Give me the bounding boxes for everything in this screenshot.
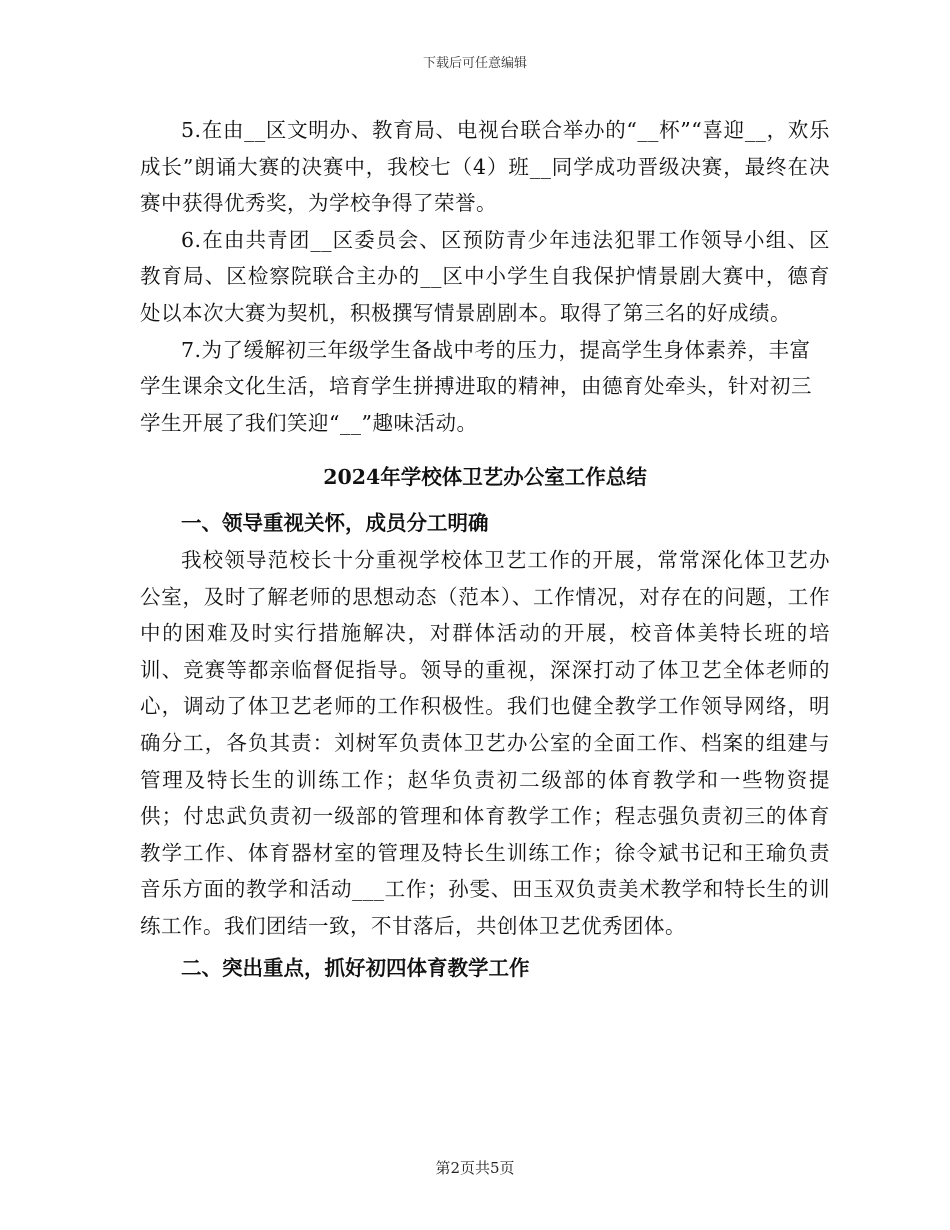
document-body	[140, 112, 830, 987]
document-title: 2024年学校体卫艺办公室工作总结	[323, 465, 647, 490]
section-heading-2: 二、突出重点，抓好初四体育教学工作	[181, 956, 530, 981]
section-heading-1: 一、领导重视关怀，成员分工明确	[181, 511, 489, 536]
header-note: 下载后可任意编辑	[422, 56, 527, 71]
page-number: 第2页共5页	[435, 1159, 515, 1177]
list-item-7: 7.为了缓解初三年级学生备战中考的压力，提高学生身体素养，丰富学生课余文化生活，培育学生拼搏进取的精神，由德育处牵头，针对初三学生开展了我们笑迎“__”趣味活动。	[140, 337, 812, 435]
list-item-5: 5.在由__区文明办、教育局、电视台联合举办的“__杯”“喜迎__，欢乐成长”朗诵大赛的决赛中，我校七（4）班__同学成功晋级决赛，最终在决赛中获得优秀奖，为学校争得了荣誉。	[140, 118, 830, 216]
section-body-1: 我校领导范校长十分重视学校体卫艺工作的开展，常常深化体卫艺办公室，及时了解老师的思想动态（范本）、工作情况，对存在的问题，工作中的困难及时实行措施解决，对群体活动的开展，校音体美特长班的培训、竞赛等都亲临督促指导。领导的重视，深深打动了体卫艺全体老师的心，调动了体卫艺老师的工作积极性。我们也健全教学工作领导网络，明确分工，各负其责：刘树军负责体卫艺办公室的全面工作、档案的组建与管理及特长生的训练工作；赵华负责初二级部的体育教学和一些物资提供；付忠武负责初一级部的管理和体育教学工作；程志强负责初三的体育教学工作、体育器材室的管理及特长生训练工作；徐令斌书记和王瑜负责音乐方面的教学和活动___工作；孙雯、田玉双负责美术教学和特长生的训练工作。我们团结一致，不甘落后，共创体卫艺优秀团体。	[140, 547, 830, 938]
list-item-6: 6.在由共青团__区委员会、区预防青少年违法犯罪工作领导小组、区教育局、区检察院联合主办的__区中小学生自我保护情景剧大赛中，德育处以本次大赛为契机，积极撰写情景剧剧本。取得了第三名的好成绩。	[140, 227, 830, 325]
